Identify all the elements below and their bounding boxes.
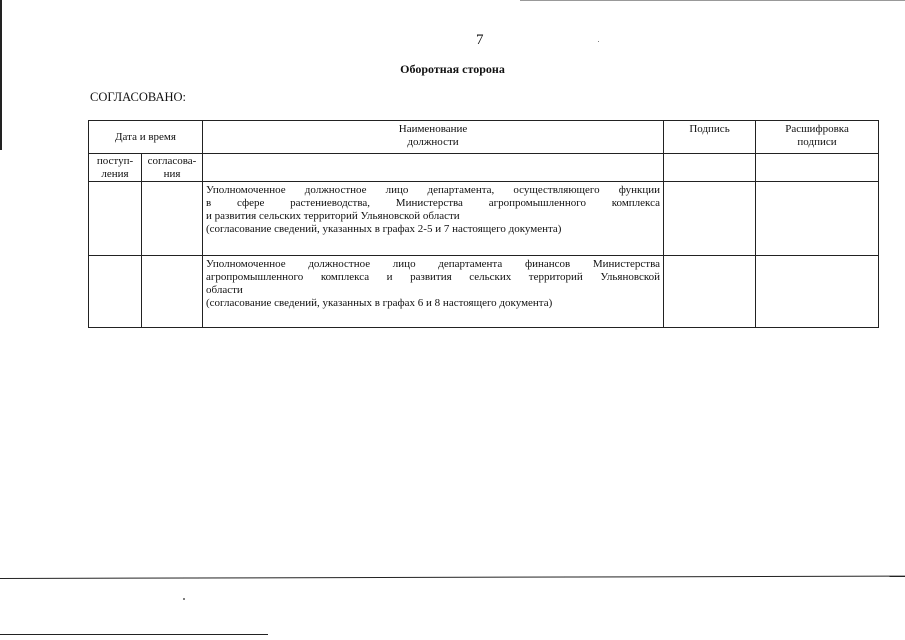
cell-decoding [756,182,879,256]
subheader-row [89,154,879,182]
header-decoding-line1: Расшифровка [785,123,849,135]
subheader-approved-line1: согласова- [147,154,197,167]
table-row [89,182,879,256]
position-line: Уполномоченное должностное лицо департамента, осуществляющего функции [206,184,661,196]
cell-position [203,256,664,328]
subheader-empty-signature [664,154,756,182]
position-line: в сфере растениеводства, Министерства агропромышленного комплекса [206,197,661,209]
subheader-empty-decoding [756,154,879,182]
header-position [203,121,664,154]
cell-signature [664,182,756,256]
approval-table [88,120,879,328]
cell-approved [142,256,203,328]
position-note: (согласование сведений, указанных в графах 6 и 8 настоящего документа) [206,297,553,309]
cell-position [203,182,664,256]
position-note: (согласование сведений, указанных в графах 2-5 и 7 настоящего документа) [206,223,562,235]
cell-received [89,182,142,256]
subheader-received-line1: поступ- [96,154,134,167]
scan-edge-bottom-short [0,634,268,635]
subheader-received [89,154,142,182]
scan-edge-top [520,0,905,1]
position-line: агропромышленного комплекса и развития сельских территорий Ульяновской [206,271,661,283]
header-decoding-line2: подписи [797,136,837,148]
position-line: Уполномоченное должностное лицо департамента финансов Министерства [206,258,661,270]
cell-received [89,256,142,328]
header-signature: Подпись [664,121,756,154]
scan-speck [598,41,599,42]
header-date-time: Дата и время [89,121,203,154]
page-subtitle: Оборотная сторона [400,62,505,76]
cell-signature [664,256,756,328]
cell-approved [142,182,203,256]
table-row [89,256,879,328]
subheader-approved [142,154,203,182]
scan-edge-bottom-long [0,576,905,579]
subheader-approved-line2: ния [163,167,181,180]
cell-decoding [756,256,879,328]
subheader-received-line2: ления [101,167,129,180]
header-position-line1: Наименование [398,123,468,135]
position-line: области [206,284,243,296]
header-row [89,121,879,154]
page-number: 7 [476,32,484,48]
position-line: и развития сельских территорий Ульяновской области [206,210,460,222]
header-position-line2: должности [407,136,459,148]
header-decoding [756,121,879,154]
approval-label: СОГЛАСОВАНО: [90,90,187,104]
scan-speck [183,598,185,600]
subheader-empty-position [203,154,664,182]
